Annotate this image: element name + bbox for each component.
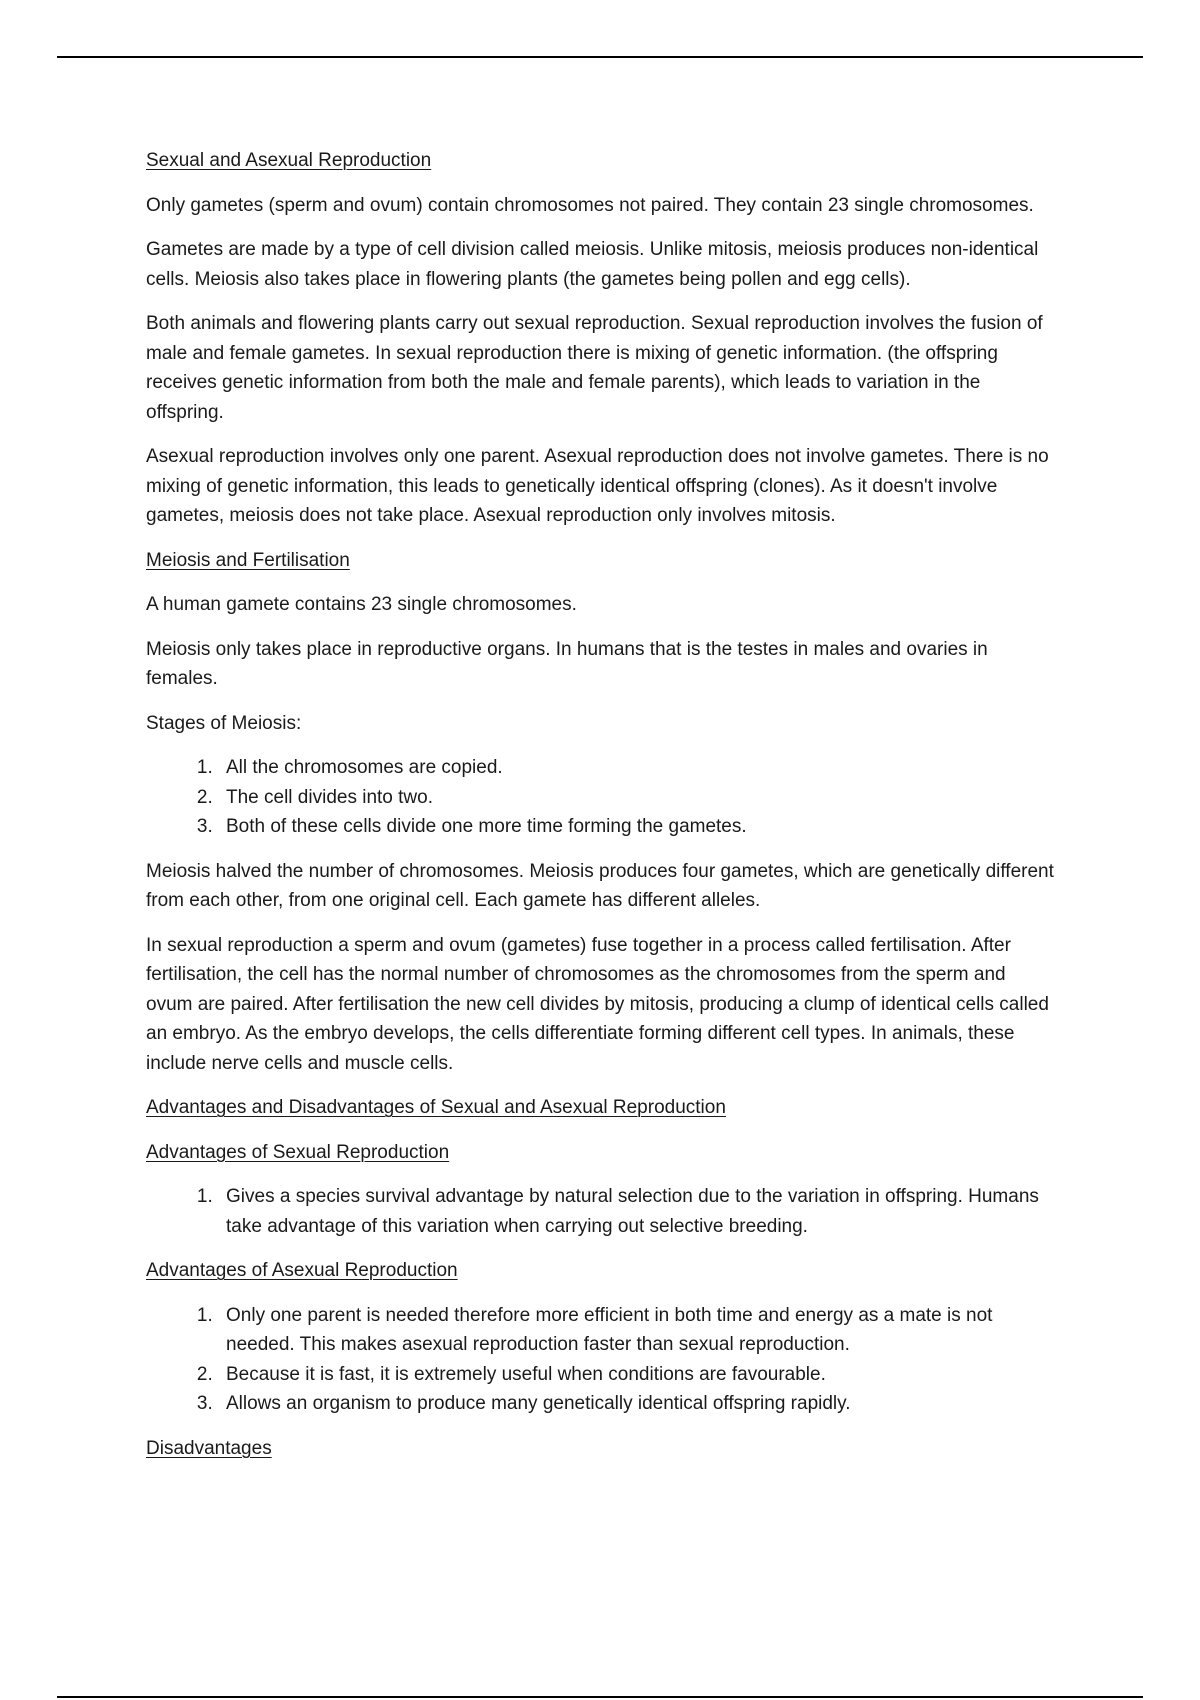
- asexual-advantages-list: [146, 1301, 1056, 1419]
- sexual-advantages-list: [146, 1182, 1056, 1241]
- section-heading: Sexual and Asexual Reproduction: [146, 150, 432, 171]
- paragraph: Gametes are made by a type of cell division called meiosis. Unlike mitosis, meiosis produces non-identical cells. Meiosis also takes place in flowering plants (the gametes being pollen and egg cells).: [146, 239, 1039, 290]
- list-item: 2. The cell divides into two.: [218, 783, 1056, 813]
- header-rule: [57, 56, 1143, 58]
- paragraph: Stages of Meiosis:: [146, 712, 302, 734]
- document-body: [146, 146, 1056, 1478]
- list-item: 1. Only one parent is needed therefore more efficient in both time and energy as a mate is not needed. This makes asexual reproduction faster than sexual reproduction.: [218, 1301, 1056, 1360]
- paragraph: Meiosis only takes place in reproductive organs. In humans that is the testes in males and ovaries in females.: [146, 638, 988, 689]
- section-heading: Meiosis and Fertilisation: [146, 549, 350, 571]
- paragraph: A human gamete contains 23 single chromosomes.: [146, 594, 577, 615]
- list-item: 3. Allows an organism to produce many genetically identical offspring rapidly.: [218, 1389, 1056, 1419]
- list-item: 1. Gives a species survival advantage by natural selection due to the variation in offspring. Humans take advantage of this variation when carrying out selective breeding.: [218, 1182, 1056, 1241]
- paragraph: Asexual reproduction involves only one parent. Asexual reproduction does not involve gametes. There is no mixing of genetic information, this leads to genetically identical offspring (clones). As it doesn't involve gametes, meiosis does not take place. Asexual reproduction only involves mitosis.: [146, 446, 1049, 526]
- list-item: 2. Because it is fast, it is extremely useful when conditions are favourable.: [218, 1360, 1056, 1390]
- section-heading: Advantages of Asexual Reproduction: [146, 1260, 458, 1281]
- paragraph: In sexual reproduction a sperm and ovum (gametes) fuse together in a process called fertilisation. After fertilisation, the cell has the normal number of chromosomes as the chromosomes from the sperm and ovum are paired. After fertilisation the new cell divides by mitosis, producing a clump of identical cells called an embryo. As the embryo develops, the cells differentiate forming different cell types. In animals, these include nerve cells and muscle cells.: [146, 934, 1049, 1074]
- paragraph: Only gametes (sperm and ovum) contain chromosomes not paired. They contain 23 single chromosomes.: [146, 194, 1034, 216]
- section-heading: Disadvantages: [146, 1437, 272, 1459]
- paragraph: Meiosis halved the number of chromosomes. Meiosis produces four gametes, which are genetically different from each other, from one original cell. Each gamete has different alleles.: [146, 860, 1054, 911]
- list-item: 3. Both of these cells divide one more time forming the gametes.: [218, 812, 1056, 842]
- footer-rule: [57, 1696, 1143, 1698]
- paragraph: Both animals and flowering plants carry out sexual reproduction. Sexual reproduction involves the fusion of male and female gametes. In sexual reproduction there is mixing of genetic information. (the offspring receives genetic information from both the male and female parents), which leads to variation in the offspring.: [146, 313, 1043, 423]
- section-heading: Advantages and Disadvantages of Sexual and Asexual Reproduction: [146, 1097, 726, 1118]
- list-item: 1. All the chromosomes are copied.: [218, 753, 1056, 783]
- section-heading: Advantages of Sexual Reproduction: [146, 1141, 450, 1163]
- meiosis-stages-list: [146, 753, 1056, 842]
